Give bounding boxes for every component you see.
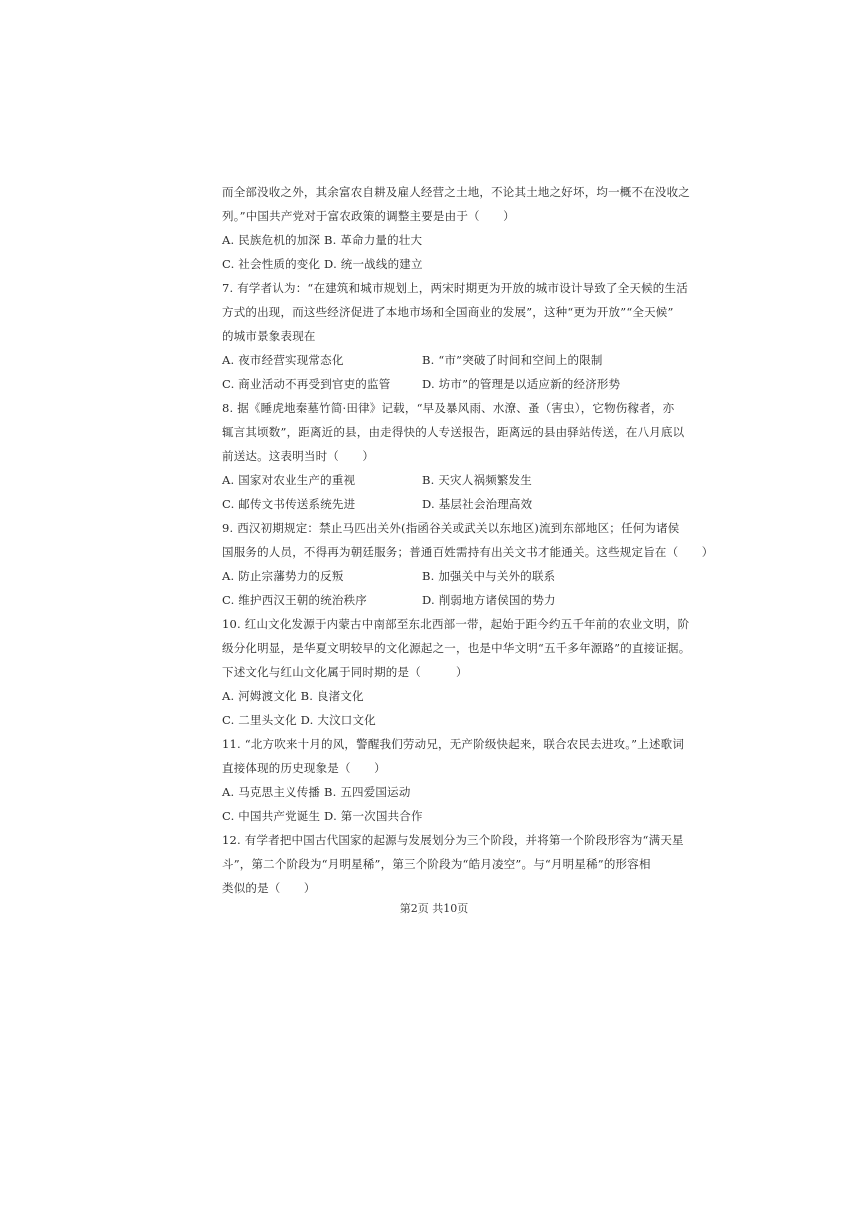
question-10-line-3: 下述文化与红山文化属于同时期的是（ ）: [222, 665, 468, 679]
question-7-options-cd: [222, 372, 658, 396]
question-6-options-cd: [222, 252, 658, 276]
option-ab: A. 民族危机的加深 B. 革命力量的壮大: [222, 233, 423, 247]
question-8-options-ab: [222, 468, 658, 492]
question-7-line-2: 方式的出现，而这些经济促进了本地市场和全国商业的发展”，这种“更为开放”“全天候”: [222, 305, 674, 319]
option-cd: C. 社会性质的变化 D. 统一战线的建立: [222, 257, 423, 271]
question-10-options-ab: [222, 684, 658, 708]
question-9-options-ab: [222, 564, 658, 588]
question-8-line-2: 辄言其顷数”，距离近的县，由走得快的人专送报告，距离远的县由驿站传送，在八月底以: [222, 425, 685, 439]
option-a: A. 夜市经营实现常态化: [222, 353, 344, 367]
question-10-options-cd: [222, 708, 658, 732]
question-11-line-2: 直接体现的历史现象是（ ）: [222, 761, 386, 775]
question-7-options-ab: [222, 348, 658, 372]
option-a: A. 国家对农业生产的重视: [222, 473, 356, 487]
page-number-footer: 第2页 共10页: [399, 902, 469, 915]
option-c: C. 邮传文书传送系统先进: [222, 497, 356, 511]
option-b: B. 天灾人祸频繁发生: [422, 473, 532, 487]
option-ab: A. 河姆渡文化 B. 良渚文化: [222, 689, 364, 703]
question-12-line-1: 12. 有学者把中国古代国家的起源与发展划分为三个阶段，并将第一个阶段形容为“满天星: [222, 833, 684, 847]
option-d: D. 削弱地方诸侯国的势力: [422, 593, 556, 607]
question-12-line-2: 斗”，第二个阶段为“月明星稀”，第三个阶段为“皓月凌空”。与“月明星稀”的形容相: [222, 857, 651, 871]
option-b: B. “市”突破了时间和空间上的限制: [422, 353, 603, 367]
question-11-options-cd: [222, 804, 658, 828]
question-11-line-1: 11. “北方吹来十月的风，警醒我们劳动兄，无产阶级快起来，联合农民去进攻。”上述歌词: [222, 737, 685, 751]
question-9-line-1: 9. 西汉初期规定：禁止马匹出关外(指函谷关或武关以东地区)流到东部地区；任何为诸侯: [222, 521, 680, 535]
option-a: A. 防止宗藩势力的反叛: [222, 569, 344, 583]
question-9-line-2: 国服务的人员，不得再为朝廷服务；普通百姓需持有出关文书才能通关。这些规定旨在（ ）: [222, 545, 714, 559]
question-7-line-1: 7. 有学者认为：“在建筑和城市规划上，两宋时期更为开放的城市设计导致了全天候的生活: [222, 281, 688, 295]
question-6-line-1: 而全部没收之外，其余富农自耕及雇人经营之土地，不论其土地之好坏，均一概不在没收之: [222, 185, 690, 199]
option-c: C. 维护西汉王朝的统治秩序: [222, 593, 367, 607]
question-10-line-1: 10. 红山文化发源于内蒙古中南部至东北西部一带，起始于距今约五千年前的农业文明，阶: [222, 617, 690, 631]
question-9-options-cd: [222, 588, 658, 612]
question-8-line-3: 前送达。这表明当时（ ）: [222, 449, 375, 463]
option-d: D. 坊市”的管理是以适应新的经济形势: [422, 377, 621, 391]
question-8-line-1: 8. 据《睡虎地秦墓竹简·田律》记载，“早及暴风雨、水潦、蚤（害虫），它物伤稼者，亦: [222, 401, 675, 415]
question-6-line-2: 列。”中国共产党对于富农政策的调整主要是由于（ ）: [222, 209, 515, 223]
question-content: [222, 180, 714, 900]
option-cd: C. 中国共产党诞生 D. 第一次国共合作: [222, 809, 423, 823]
option-d: D. 基层社会治理高效: [422, 497, 533, 511]
question-6-options-ab: [222, 228, 658, 252]
question-8-options-cd: [222, 492, 658, 516]
question-10-line-2: 级分化明显，是华夏文明较早的文化源起之一，也是中华文明“五千多年源路”的直接证据。: [222, 641, 691, 655]
option-cd: C. 二里头文化 D. 大汶口文化: [222, 713, 376, 727]
option-b: B. 加强关中与关外的联系: [422, 569, 556, 583]
option-ab: A. 马克思主义传播 B. 五四爱国运动: [222, 785, 411, 799]
question-11-options-ab: [222, 780, 658, 804]
option-c: C. 商业活动不再受到官吏的监管: [222, 377, 391, 391]
question-12-line-3: 类似的是（ ）: [222, 881, 316, 895]
question-7-line-3: 的城市景象表现在: [222, 329, 316, 343]
